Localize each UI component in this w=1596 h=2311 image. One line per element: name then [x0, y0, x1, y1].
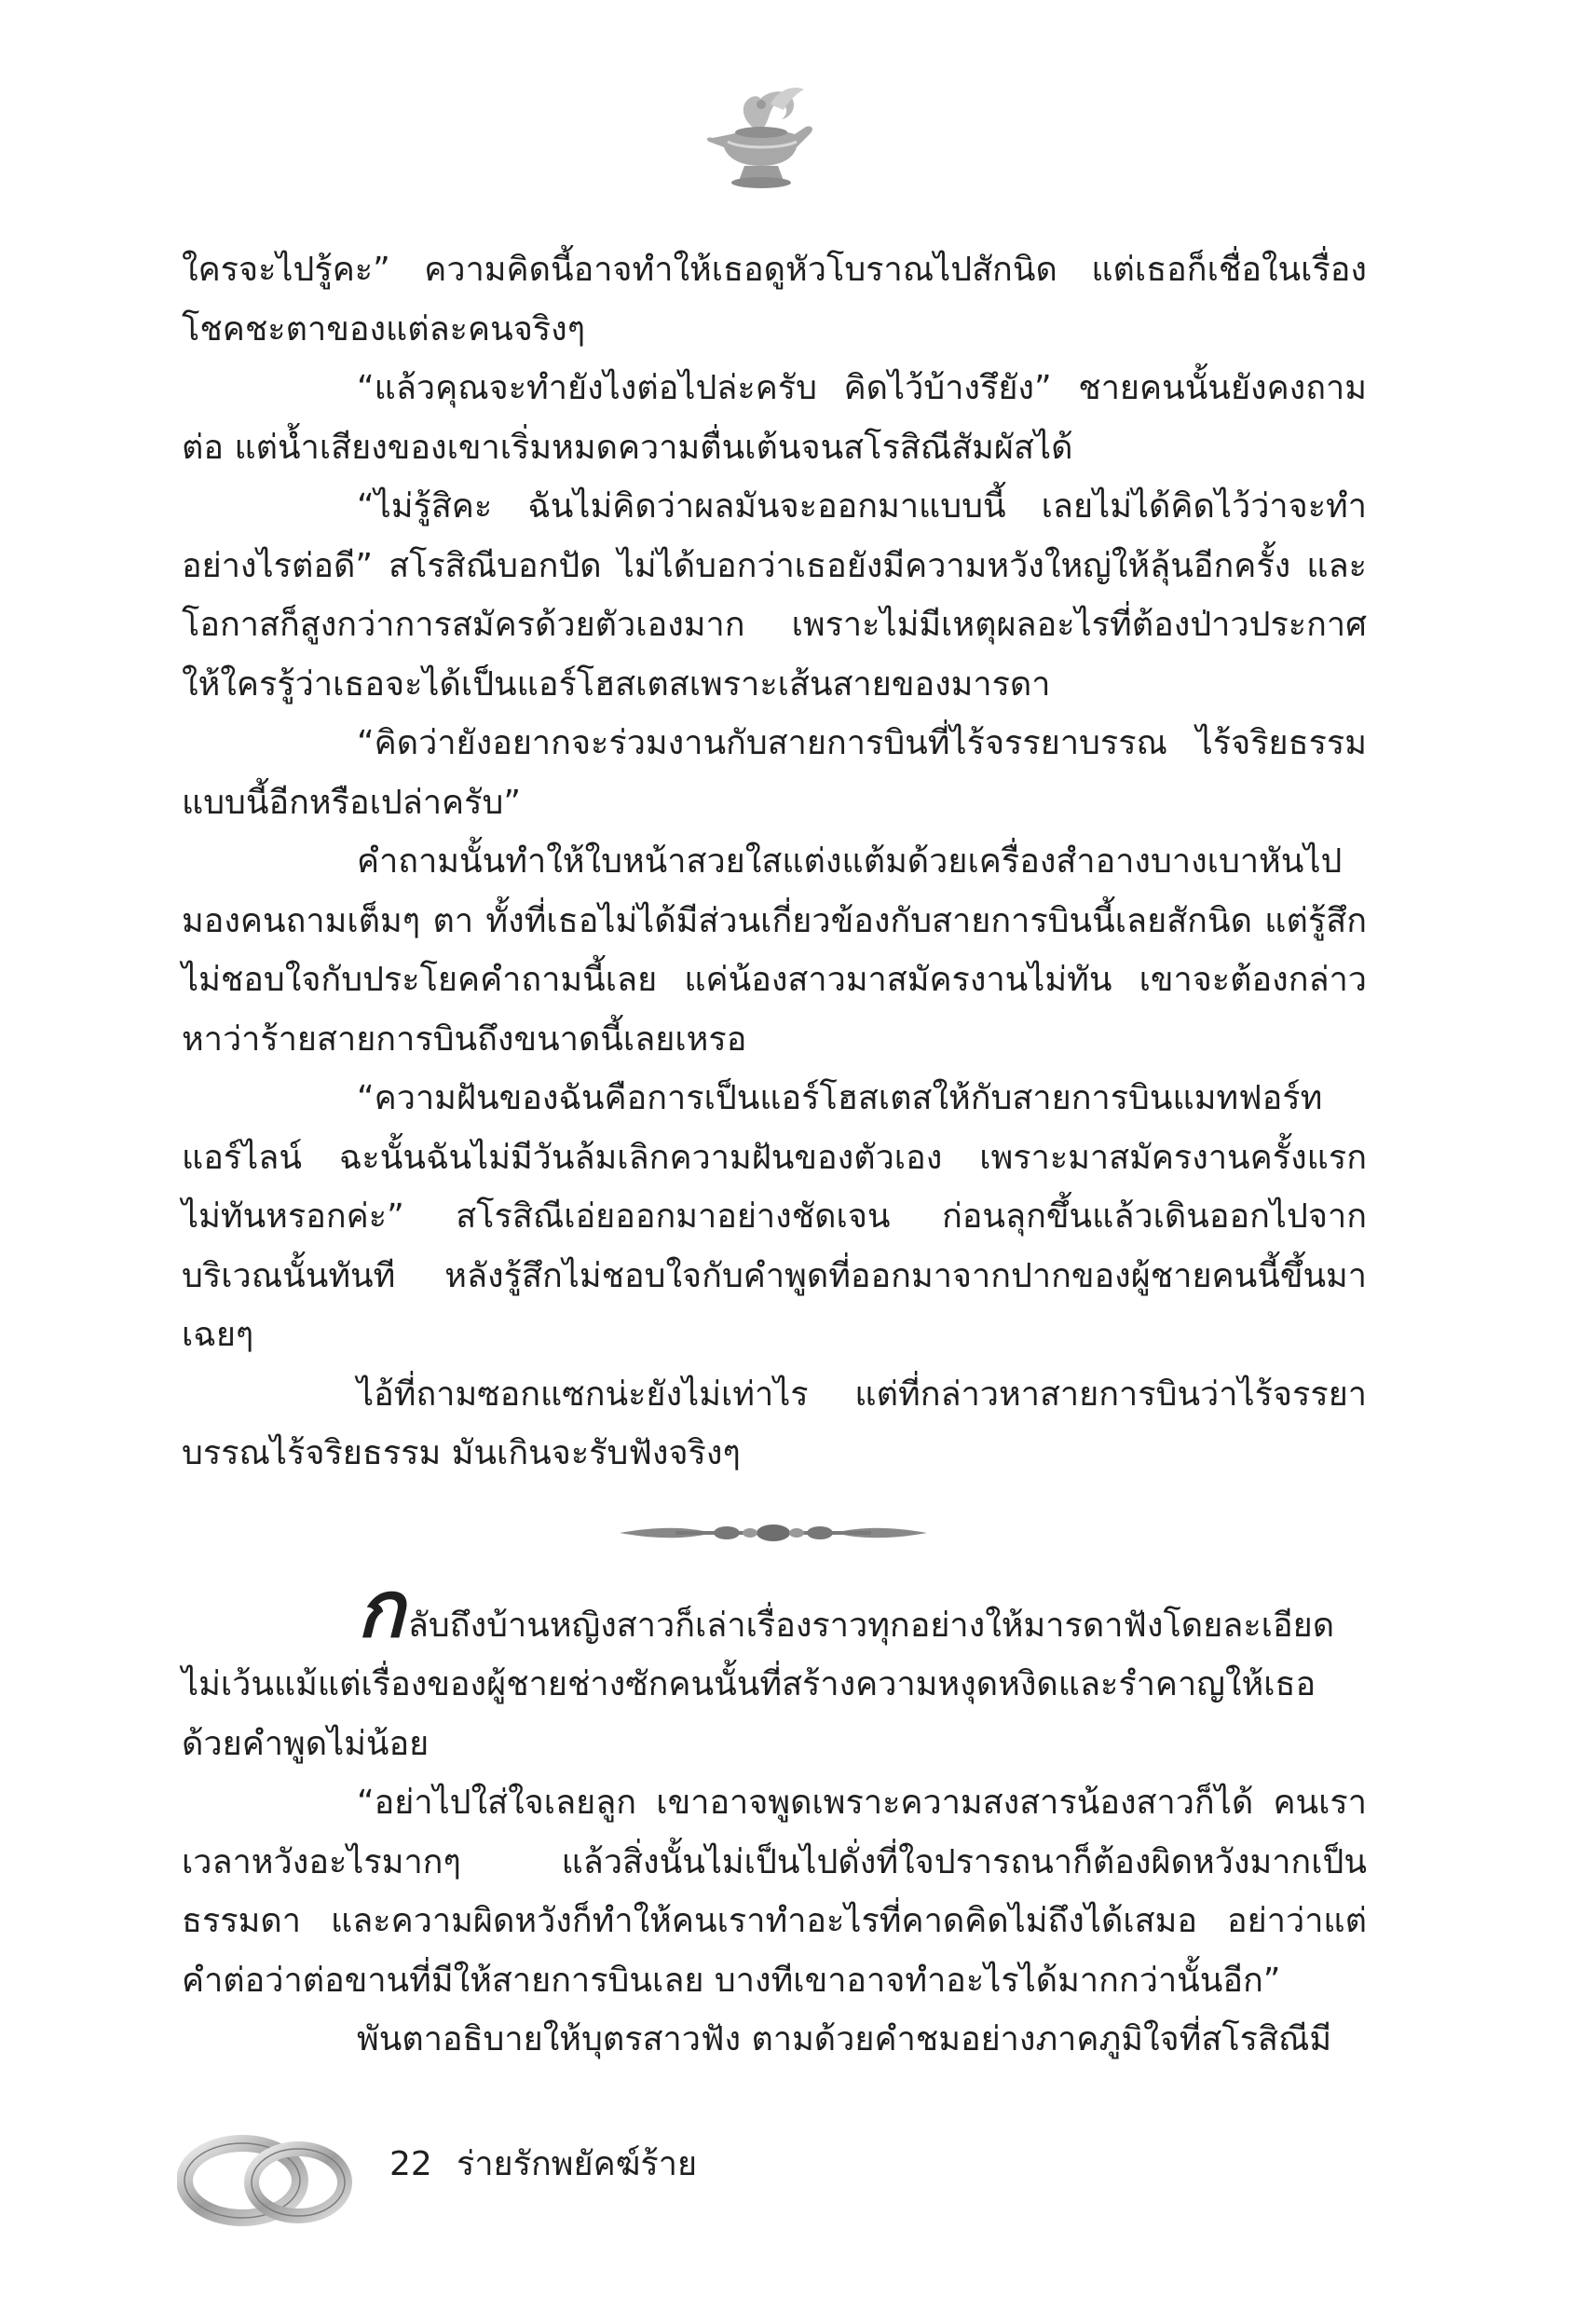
paragraph-7: ไอ้ที่ถามซอกแซกน่ะยังไม่เท่าไร แต่ที่กล่าวหาสายการบินว่าไร้จรรยาบรรณไร้จริยธรรม มันเกินจะรับฟังจริงๆ [182, 1374, 1367, 1472]
drop-cap-paragraph [182, 1563, 1367, 1774]
paragraph-3: “ไม่รู้สิคะ ฉันไม่คิดว่าผลมันจะออกมาแบบนี้ เลยไม่ได้คิดไว้ว่าจะทำอย่างไรต่อดี” สโรสิณีบอกปัด ไม่ได้บอกว่าเธอยังมีความหวังใหญ่ให้ลุ้นอีกครั้ง และโอกาสก็สูงกว่าการสมัครด้วยตัวเองมาก เพราะไม่มีเหตุผลอะไรที่ต้องป่าวประกาศให้ใครรู้ว่าเธอจะได้เป็นแอร์โฮสเตสเพราะเส้นสายของมารดา [182, 487, 1367, 704]
paragraph-2: “แล้วคุณจะทำยังไงต่อไปล่ะครับ คิดไว้บ้างรึยัง” ชายคนนั้นยังคงถามต่อ แต่น้ำเสียงของเขาเริ่มหมดความตื่นเต้นจนสโรสิณีสัมผัสได้ [182, 369, 1367, 467]
page-body [182, 240, 1367, 2070]
wedding-rings-icon [177, 2125, 359, 2232]
paragraph-9: “อย่าไปใส่ใจเลยลูก เขาอาจพูดเพราะความสงสารน้องสาวก็ได้ คนเราเวลาหวังอะไรมากๆ แล้วสิ่งนั้นไม่เป็นไปดั่งที่ใจปรารถนาก็ต้องผิดหวังมากเป็นธรรมดา และความผิดหวังก็ทำให้คนเราทำอะไรที่คาดคิดไม่ถึงได้เสมอ อย่าว่าแต่คำต่อว่าต่อขานที่มีให้สายการบินเลย บางทีเขาอาจทำอะไรได้มากกว่านั้นอีก” [182, 1784, 1367, 2000]
paragraph-1: ใครจะไปรู้คะ” ความคิดนี้อาจทำให้เธอดูหัวโบราณไปสักนิด แต่เธอก็เชื่อในเรื่องโชคชะตาของแต่ละคนจริงๆ [182, 251, 1367, 349]
drop-paragraph-text: ลับถึงบ้านหญิงสาวก็เล่าเรื่องราวทุกอย่างให้มารดาฟังโดยละเอียดไม่เว้นแม้แต่เรื่องของผู้ชายช่างซักคนนั้นที่สร้างความหงุดหงิดและรำคาญให้เธอด้วยคำพูดไม่น้อย [182, 1606, 1335, 1763]
genie-lamp-icon [703, 76, 820, 198]
drop-cap: ก [357, 1563, 404, 1655]
book-title: ร่ายรักพยัคฆ์ร้าย [457, 2145, 698, 2183]
paragraph-5: คำถามนั้นทำให้ใบหน้าสวยใสแต่งแต้มด้วยเครื่องสำอางบางเบาหันไปมองคนถามเต็มๆ ตา ทั้งที่เธอไม่ได้มีส่วนเกี่ยวข้องกับสายการบินนี้เลยสักนิด แต่รู้สึกไม่ชอบใจกับประโยคคำถามนี้เลย แค่น้องสาวมาสมัครงานไม่ทัน เขาจะต้องกล่าวหาว่าร้ายสายการบินถึงขนาดนี้เลยเหรอ [182, 842, 1367, 1059]
page-number: 22 [389, 2145, 432, 2183]
section-divider [182, 1484, 1367, 1586]
paragraph-10: พันตาอธิบายให้บุตรสาวฟัง ตามด้วยคำชมอย่างภาคภูมิใจที่สโรสิณีมี [357, 2020, 1332, 2058]
paragraph-4: “คิดว่ายังอยากจะร่วมงานกับสายการบินที่ไร้จรรยาบรรณ ไร้จริยธรรมแบบนี้อีกหรือเปล่าครับ” [182, 724, 1367, 822]
paragraph-6: “ความฝันของฉันคือการเป็นแอร์โฮสเตสให้กับสายการบินแมทฟอร์ทแอร์ไลน์ ฉะนั้นฉันไม่มีวันล้มเลิกความฝันของตัวเอง เพราะมาสมัครงานครั้งแรกไม่ทันหรอกค่ะ” สโรสิณีเอ่ยออกมาอย่างชัดเจน ก่อนลุกขึ้นแล้วเดินออกไปจากบริเวณนั้นทันที หลังรู้สึกไม่ชอบใจกับคำพูดที่ออกมาจากปากของผู้ชายคนนี้ขึ้นมาเฉยๆ [182, 1079, 1367, 1354]
